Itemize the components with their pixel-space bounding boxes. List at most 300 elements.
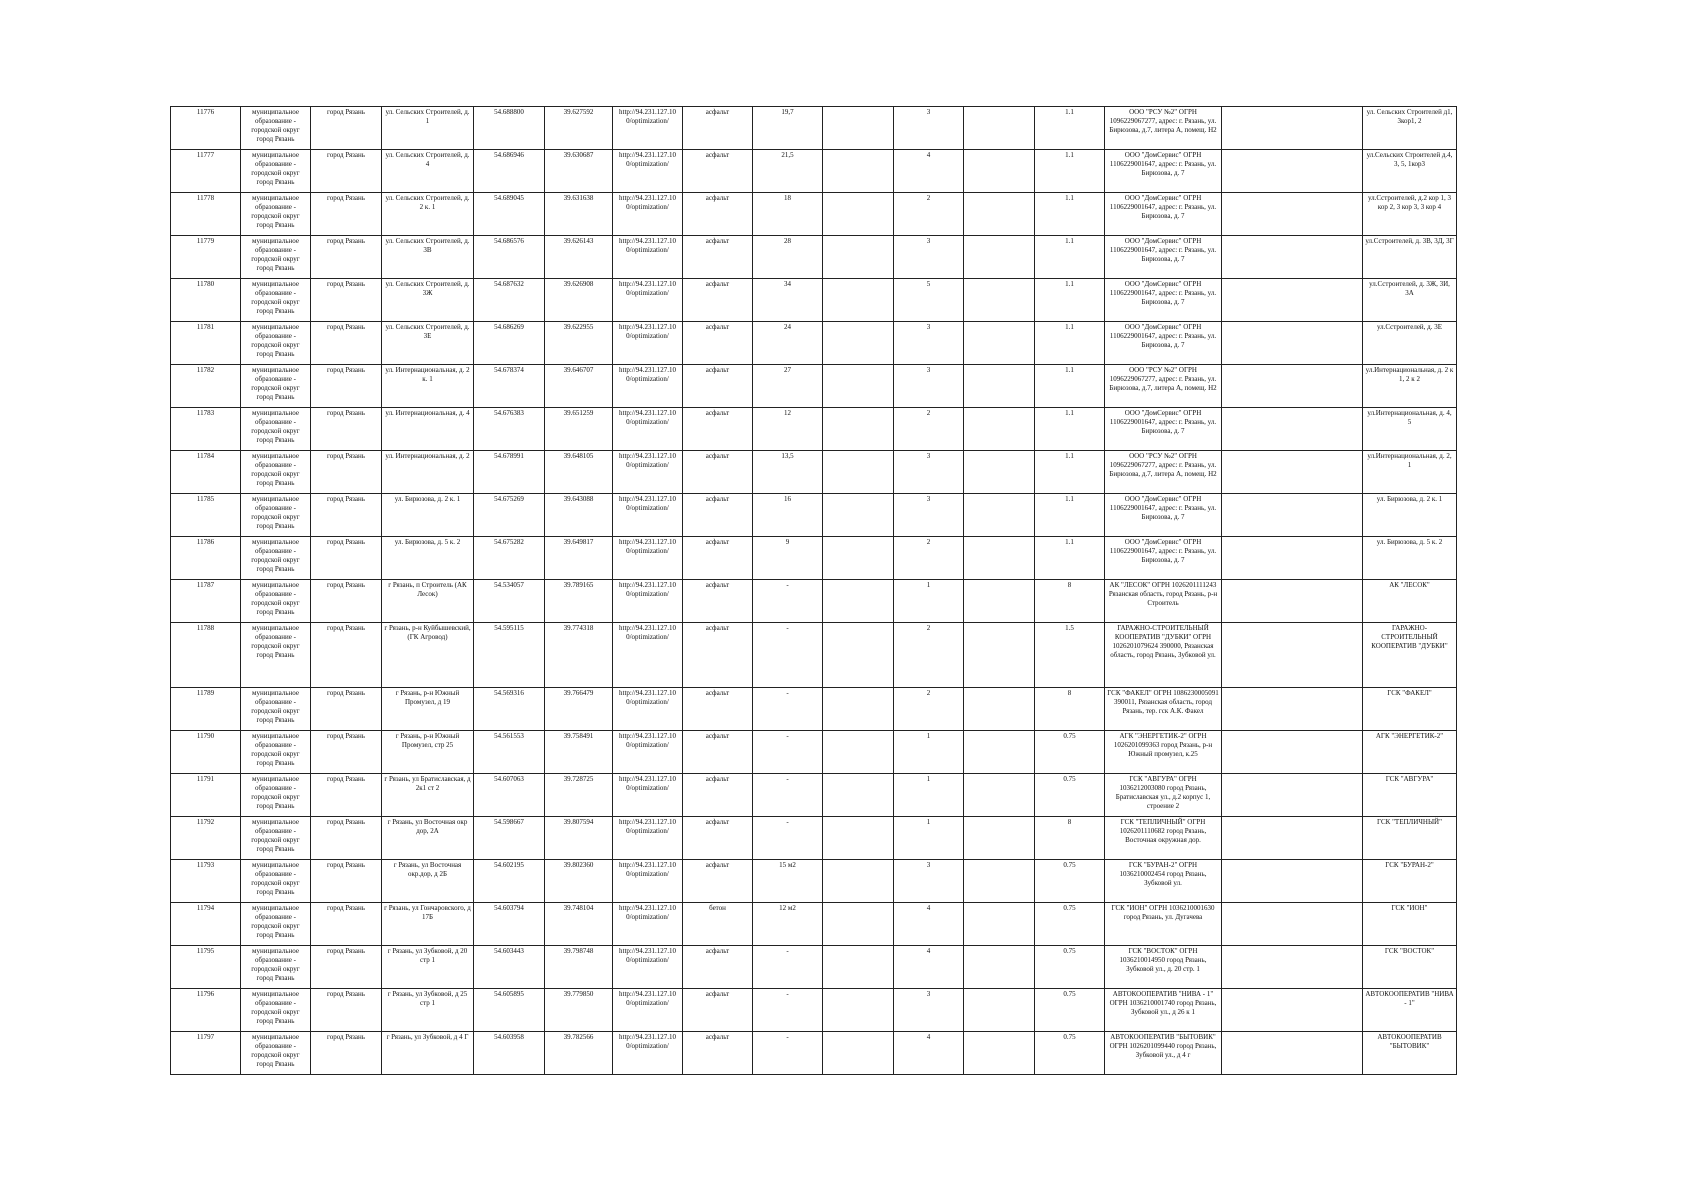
cell-municipality: муниципальное образование - городской округ город Рязань xyxy=(241,494,311,537)
table-row xyxy=(171,365,1457,408)
cell-settlement: город Рязань xyxy=(311,817,382,860)
cell-empty xyxy=(964,860,1035,903)
cell-map-url: http://94.231.127.10 0/optimization/ xyxy=(613,903,683,946)
cell-empty xyxy=(1222,688,1363,731)
cell-address: г Рязань, р-н Южный Промузел, д 19 xyxy=(382,688,474,731)
cell-empty xyxy=(1222,107,1363,150)
cell-municipality: муниципальное образование - городской округ город Рязань xyxy=(241,365,311,408)
table-row xyxy=(171,623,1457,688)
cell-empty xyxy=(964,279,1035,322)
table-row xyxy=(171,946,1457,989)
cell-address: г Рязань, ул Гончаровского, д 17Б xyxy=(382,903,474,946)
cell-settlement: город Рязань xyxy=(311,623,382,688)
cell-waste-sources: ул. Бирюзова, д. 2 к. 1 xyxy=(1363,494,1457,537)
cell-settlement: город Рязань xyxy=(311,989,382,1032)
cell-owner: ООО "ДомСервис" ОГРН 1106229001647, адрес: г. Рязань, ул. Бирюзова, д. 7 xyxy=(1105,537,1222,580)
cell-latitude: 54.561553 xyxy=(474,731,545,774)
cell-municipality: муниципальное образование - городской округ город Рязань xyxy=(241,193,311,236)
cell-area: - xyxy=(753,1032,823,1075)
cell-settlement: город Рязань xyxy=(311,946,382,989)
cell-municipality: муниципальное образование - городской округ город Рязань xyxy=(241,946,311,989)
cell-record-number: 11792 xyxy=(171,817,241,860)
table-row xyxy=(171,322,1457,365)
cell-waste-sources: ул.Сстроителей, д. 3Ж, 3И, 3А xyxy=(1363,279,1457,322)
cell-empty xyxy=(1222,365,1363,408)
registry-body xyxy=(171,107,1457,1075)
cell-map-url: http://94.231.127.10 0/optimization/ xyxy=(613,989,683,1032)
cell-owner: ООО "ДомСервис" ОГРН 1106229001647, адрес: г. Рязань, ул. Бирюзова, д. 7 xyxy=(1105,236,1222,279)
cell-empty xyxy=(964,688,1035,731)
cell-surface-type: асфальт xyxy=(683,451,753,494)
cell-map-url: http://94.231.127.10 0/optimization/ xyxy=(613,688,683,731)
cell-longitude: 39.802360 xyxy=(545,860,613,903)
cell-waste-sources: ГСК "ИОН" xyxy=(1363,903,1457,946)
cell-municipality: муниципальное образование - городской округ город Рязань xyxy=(241,107,311,150)
cell-empty xyxy=(1222,623,1363,688)
cell-empty xyxy=(823,494,894,537)
cell-longitude: 39.748104 xyxy=(545,903,613,946)
table-row xyxy=(171,107,1457,150)
cell-empty xyxy=(823,580,894,623)
cell-settlement: город Рязань xyxy=(311,408,382,451)
cell-longitude: 39.630687 xyxy=(545,150,613,193)
cell-map-url: http://94.231.127.10 0/optimization/ xyxy=(613,494,683,537)
cell-municipality: муниципальное образование - городской округ город Рязань xyxy=(241,580,311,623)
cell-container-count: 3 xyxy=(894,107,964,150)
cell-map-url: http://94.231.127.10 0/optimization/ xyxy=(613,731,683,774)
cell-record-number: 11791 xyxy=(171,774,241,817)
cell-area: 19,7 xyxy=(753,107,823,150)
cell-municipality: муниципальное образование - городской округ город Рязань xyxy=(241,774,311,817)
cell-surface-type: асфальт xyxy=(683,236,753,279)
table-row xyxy=(171,580,1457,623)
cell-owner: ГСК "БУРАН-2" ОГРН 1036210002454 город Рязань, Зубковой ул. xyxy=(1105,860,1222,903)
cell-waste-sources: ул.Сстроителей, д.2 кор 1, 3 кор 2, 3 кор 3, 3 кор 4 xyxy=(1363,193,1457,236)
cell-waste-sources: ул. Сельских Строителей д1, 3кор1, 2 xyxy=(1363,107,1457,150)
cell-container-volume: 0.75 xyxy=(1035,903,1105,946)
cell-empty xyxy=(1222,408,1363,451)
cell-longitude: 39.627592 xyxy=(545,107,613,150)
cell-latitude: 54.675269 xyxy=(474,494,545,537)
cell-record-number: 11780 xyxy=(171,279,241,322)
cell-surface-type: асфальт xyxy=(683,688,753,731)
cell-area: - xyxy=(753,580,823,623)
cell-area: 9 xyxy=(753,537,823,580)
cell-area: - xyxy=(753,688,823,731)
cell-area: - xyxy=(753,989,823,1032)
cell-container-volume: 1.1 xyxy=(1035,494,1105,537)
cell-surface-type: асфальт xyxy=(683,946,753,989)
cell-longitude: 39.643088 xyxy=(545,494,613,537)
cell-empty xyxy=(823,731,894,774)
cell-container-count: 2 xyxy=(894,688,964,731)
cell-container-count: 4 xyxy=(894,903,964,946)
cell-map-url: http://94.231.127.10 0/optimization/ xyxy=(613,817,683,860)
cell-latitude: 54.607063 xyxy=(474,774,545,817)
cell-record-number: 11782 xyxy=(171,365,241,408)
cell-map-url: http://94.231.127.10 0/optimization/ xyxy=(613,322,683,365)
cell-municipality: муниципальное образование - городской округ город Рязань xyxy=(241,150,311,193)
cell-municipality: муниципальное образование - городской округ город Рязань xyxy=(241,989,311,1032)
cell-container-count: 3 xyxy=(894,365,964,408)
cell-longitude: 39.782566 xyxy=(545,1032,613,1075)
cell-longitude: 39.649817 xyxy=(545,537,613,580)
cell-empty xyxy=(1222,494,1363,537)
cell-area: - xyxy=(753,623,823,688)
cell-container-volume: 0.75 xyxy=(1035,946,1105,989)
cell-empty xyxy=(1222,580,1363,623)
table-row xyxy=(171,537,1457,580)
cell-map-url: http://94.231.127.10 0/optimization/ xyxy=(613,451,683,494)
cell-empty xyxy=(964,537,1035,580)
cell-empty xyxy=(964,1032,1035,1075)
cell-waste-sources: ГСК "ВОСТОК" xyxy=(1363,946,1457,989)
cell-surface-type: асфальт xyxy=(683,1032,753,1075)
cell-record-number: 11787 xyxy=(171,580,241,623)
cell-municipality: муниципальное образование - городской округ город Рязань xyxy=(241,1032,311,1075)
cell-record-number: 11779 xyxy=(171,236,241,279)
cell-owner: ООО "ДомСервис" ОГРН 1106229001647, адрес: г. Рязань, ул. Бирюзова, д. 7 xyxy=(1105,408,1222,451)
cell-address: ул. Интернациональная, д. 4 xyxy=(382,408,474,451)
cell-latitude: 54.686576 xyxy=(474,236,545,279)
cell-latitude: 54.678374 xyxy=(474,365,545,408)
cell-record-number: 11781 xyxy=(171,322,241,365)
cell-area: 12 м2 xyxy=(753,903,823,946)
cell-record-number: 11790 xyxy=(171,731,241,774)
cell-address: ул. Сельских Строителей, д. 3В xyxy=(382,236,474,279)
cell-area: 27 xyxy=(753,365,823,408)
cell-surface-type: асфальт xyxy=(683,623,753,688)
table-row xyxy=(171,150,1457,193)
cell-map-url: http://94.231.127.10 0/optimization/ xyxy=(613,860,683,903)
cell-settlement: город Рязань xyxy=(311,903,382,946)
cell-surface-type: асфальт xyxy=(683,860,753,903)
cell-waste-sources: ГСК "ТЕПЛИЧНЫЙ" xyxy=(1363,817,1457,860)
cell-owner: ГСК "ФАКЕЛ" ОГРН 1086230005091 390011, Рязанская область, город Рязань, тер. гск А.К. Факел xyxy=(1105,688,1222,731)
table-row xyxy=(171,494,1457,537)
cell-owner: АВТОКООПЕРАТИВ "НИВА - 1" ОГРН 1036210001740 город Рязань, Зубковой ул., д 26 к 1 xyxy=(1105,989,1222,1032)
cell-surface-type: асфальт xyxy=(683,322,753,365)
cell-waste-sources: ГСК "АВГУРА" xyxy=(1363,774,1457,817)
cell-address: ул. Сельских Строителей, д. 4 xyxy=(382,150,474,193)
cell-map-url: http://94.231.127.10 0/optimization/ xyxy=(613,774,683,817)
cell-surface-type: асфальт xyxy=(683,279,753,322)
cell-container-volume: 0.75 xyxy=(1035,989,1105,1032)
cell-empty xyxy=(823,860,894,903)
table-row xyxy=(171,279,1457,322)
cell-map-url: http://94.231.127.10 0/optimization/ xyxy=(613,946,683,989)
cell-empty xyxy=(1222,903,1363,946)
cell-container-volume: 1.1 xyxy=(1035,150,1105,193)
cell-waste-sources: ГСК "ФАКЕЛ" xyxy=(1363,688,1457,731)
cell-container-count: 1 xyxy=(894,580,964,623)
table-row xyxy=(171,817,1457,860)
cell-latitude: 54.598667 xyxy=(474,817,545,860)
cell-surface-type: асфальт xyxy=(683,365,753,408)
cell-settlement: город Рязань xyxy=(311,279,382,322)
cell-latitude: 54.687632 xyxy=(474,279,545,322)
cell-record-number: 11793 xyxy=(171,860,241,903)
cell-empty xyxy=(964,408,1035,451)
cell-settlement: город Рязань xyxy=(311,860,382,903)
cell-record-number: 11797 xyxy=(171,1032,241,1075)
cell-municipality: муниципальное образование - городской округ город Рязань xyxy=(241,688,311,731)
cell-latitude: 54.678991 xyxy=(474,451,545,494)
cell-empty xyxy=(964,236,1035,279)
cell-container-count: 4 xyxy=(894,150,964,193)
cell-settlement: город Рязань xyxy=(311,107,382,150)
cell-empty xyxy=(823,1032,894,1075)
table-row xyxy=(171,688,1457,731)
cell-empty xyxy=(964,989,1035,1032)
cell-empty xyxy=(1222,989,1363,1032)
cell-container-volume: 0.75 xyxy=(1035,731,1105,774)
cell-surface-type: асфальт xyxy=(683,774,753,817)
cell-empty xyxy=(823,817,894,860)
cell-latitude: 54.676383 xyxy=(474,408,545,451)
cell-container-volume: 1.1 xyxy=(1035,322,1105,365)
cell-owner: ООО "ДомСервис" ОГРН 1106229001647, адрес: г. Рязань, ул. Бирюзова, д. 7 xyxy=(1105,322,1222,365)
cell-longitude: 39.728725 xyxy=(545,774,613,817)
cell-surface-type: асфальт xyxy=(683,408,753,451)
cell-owner: ГСК "ВОСТОК" ОГРН 1036210014950 город Рязань, Зубковой ул., д. 20 стр. 1 xyxy=(1105,946,1222,989)
cell-empty xyxy=(964,322,1035,365)
cell-container-count: 5 xyxy=(894,279,964,322)
cell-owner: ООО "РСУ №2" ОГРН 1096229067277, адрес: г. Рязань, ул. Бирюзова, д.7, литера А, помещ. Н2 xyxy=(1105,107,1222,150)
cell-area: 28 xyxy=(753,236,823,279)
cell-area: - xyxy=(753,946,823,989)
cell-area: 13,5 xyxy=(753,451,823,494)
cell-empty xyxy=(964,193,1035,236)
cell-area: - xyxy=(753,817,823,860)
table-row xyxy=(171,408,1457,451)
cell-map-url: http://94.231.127.10 0/optimization/ xyxy=(613,107,683,150)
cell-latitude: 54.675282 xyxy=(474,537,545,580)
cell-owner: АГК "ЭНЕРГЕТИК-2" ОГРН 1026201099363 город Рязань, р-н Южный промузел, к.25 xyxy=(1105,731,1222,774)
cell-address: г Рязань, ул Зубковой, д 4 Г xyxy=(382,1032,474,1075)
table-row xyxy=(171,236,1457,279)
cell-map-url: http://94.231.127.10 0/optimization/ xyxy=(613,580,683,623)
cell-waste-sources: ул. Бирюзова, д. 5 к. 2 xyxy=(1363,537,1457,580)
cell-longitude: 39.646707 xyxy=(545,365,613,408)
cell-map-url: http://94.231.127.10 0/optimization/ xyxy=(613,279,683,322)
cell-record-number: 11794 xyxy=(171,903,241,946)
cell-empty xyxy=(823,774,894,817)
cell-empty xyxy=(823,946,894,989)
table-row xyxy=(171,731,1457,774)
cell-map-url: http://94.231.127.10 0/optimization/ xyxy=(613,365,683,408)
cell-container-count: 3 xyxy=(894,451,964,494)
cell-empty xyxy=(823,193,894,236)
cell-area: - xyxy=(753,774,823,817)
cell-container-count: 2 xyxy=(894,537,964,580)
cell-record-number: 11789 xyxy=(171,688,241,731)
cell-empty xyxy=(1222,774,1363,817)
cell-container-volume: 1.1 xyxy=(1035,365,1105,408)
cell-municipality: муниципальное образование - городской округ город Рязань xyxy=(241,817,311,860)
cell-container-count: 1 xyxy=(894,774,964,817)
cell-address: ул. Бирюзова, д. 5 к. 2 xyxy=(382,537,474,580)
cell-empty xyxy=(964,946,1035,989)
cell-empty xyxy=(1222,451,1363,494)
cell-container-count: 1 xyxy=(894,817,964,860)
cell-municipality: муниципальное образование - городской округ город Рязань xyxy=(241,731,311,774)
cell-surface-type: асфальт xyxy=(683,817,753,860)
cell-owner: ГСК "ТЕПЛИЧНЫЙ" ОГРН 1026201110682 город Рязань, Восточная окружная дор. xyxy=(1105,817,1222,860)
cell-owner: ООО "ДомСервис" ОГРН 1106229001647, адрес: г. Рязань, ул. Бирюзова, д. 7 xyxy=(1105,193,1222,236)
cell-empty xyxy=(964,731,1035,774)
cell-longitude: 39.631638 xyxy=(545,193,613,236)
cell-record-number: 11796 xyxy=(171,989,241,1032)
cell-latitude: 54.569316 xyxy=(474,688,545,731)
cell-container-count: 3 xyxy=(894,494,964,537)
cell-longitude: 39.774318 xyxy=(545,623,613,688)
cell-latitude: 54.689045 xyxy=(474,193,545,236)
cell-longitude: 39.758491 xyxy=(545,731,613,774)
cell-container-volume: 1.5 xyxy=(1035,623,1105,688)
cell-empty xyxy=(823,150,894,193)
cell-settlement: город Рязань xyxy=(311,774,382,817)
cell-owner: ООО "РСУ №2" ОГРН 1096229067277, адрес: г. Рязань, ул. Бирюзова, д.7, литера А, помещ. Н2 xyxy=(1105,451,1222,494)
cell-owner: ГСК "АВГУРА" ОГРН 1036212003080 город Рязань, Братиславская ул., д.2 корпус 1, строение 2 xyxy=(1105,774,1222,817)
cell-waste-sources: ул.Интернациональная, д. 2, 1 xyxy=(1363,451,1457,494)
cell-settlement: город Рязань xyxy=(311,322,382,365)
cell-latitude: 54.686269 xyxy=(474,322,545,365)
cell-empty xyxy=(823,365,894,408)
registry-table xyxy=(170,106,1457,1075)
cell-address: г Рязань, ул Восточная окр.дор, д 2Б xyxy=(382,860,474,903)
cell-container-volume: 1.1 xyxy=(1035,107,1105,150)
cell-empty xyxy=(964,774,1035,817)
cell-municipality: муниципальное образование - городской округ город Рязань xyxy=(241,236,311,279)
cell-record-number: 11795 xyxy=(171,946,241,989)
cell-surface-type: асфальт xyxy=(683,107,753,150)
cell-empty xyxy=(823,903,894,946)
cell-map-url: http://94.231.127.10 0/optimization/ xyxy=(613,1032,683,1075)
cell-surface-type: бетон xyxy=(683,903,753,946)
cell-empty xyxy=(964,817,1035,860)
cell-empty xyxy=(1222,279,1363,322)
cell-empty xyxy=(1222,731,1363,774)
cell-settlement: город Рязань xyxy=(311,688,382,731)
cell-map-url: http://94.231.127.10 0/optimization/ xyxy=(613,408,683,451)
cell-empty xyxy=(964,150,1035,193)
cell-container-count: 3 xyxy=(894,322,964,365)
cell-empty xyxy=(1222,236,1363,279)
cell-municipality: муниципальное образование - городской округ город Рязань xyxy=(241,537,311,580)
cell-empty xyxy=(1222,860,1363,903)
cell-container-count: 2 xyxy=(894,193,964,236)
cell-container-volume: 0.75 xyxy=(1035,774,1105,817)
cell-owner: ООО "ДомСервис" ОГРН 1106229001647, адрес: г. Рязань, ул. Бирюзова, д. 7 xyxy=(1105,494,1222,537)
cell-waste-sources: ул.Интернациональная, д. 2 к 1, 2 к 2 xyxy=(1363,365,1457,408)
cell-address: г Рязань, р-н Куйбышевский, (ГК Агровод) xyxy=(382,623,474,688)
cell-municipality: муниципальное образование - городской округ город Рязань xyxy=(241,322,311,365)
cell-empty xyxy=(823,408,894,451)
cell-waste-sources: ГАРАЖНО-СТРОИТЕЛЬНЫЙ КООПЕРАТИВ "ДУБКИ" xyxy=(1363,623,1457,688)
cell-container-volume: 1.1 xyxy=(1035,451,1105,494)
cell-empty xyxy=(823,322,894,365)
cell-map-url: http://94.231.127.10 0/optimization/ xyxy=(613,236,683,279)
cell-settlement: город Рязань xyxy=(311,494,382,537)
cell-longitude: 39.648105 xyxy=(545,451,613,494)
cell-container-count: 3 xyxy=(894,860,964,903)
cell-municipality: муниципальное образование - городской округ город Рязань xyxy=(241,903,311,946)
cell-owner: ГСК "ИОН" ОГРН 1036210001630 город Рязань, ул. Дугачева xyxy=(1105,903,1222,946)
cell-owner: ООО "ДомСервис" ОГРН 1106229001647, адрес: г. Рязань, ул. Бирюзова, д. 7 xyxy=(1105,279,1222,322)
cell-record-number: 11783 xyxy=(171,408,241,451)
cell-longitude: 39.779850 xyxy=(545,989,613,1032)
cell-address: г Рязань, ул Зубковой, д 25 стр 1 xyxy=(382,989,474,1032)
cell-longitude: 39.626908 xyxy=(545,279,613,322)
cell-settlement: город Рязань xyxy=(311,451,382,494)
table-row xyxy=(171,193,1457,236)
cell-owner: АК "ЛЕСОК" ОГРН 1026201111243 Рязанская область, город Рязань, р-н Строитель xyxy=(1105,580,1222,623)
cell-record-number: 11786 xyxy=(171,537,241,580)
cell-empty xyxy=(964,365,1035,408)
cell-longitude: 39.807594 xyxy=(545,817,613,860)
cell-record-number: 11777 xyxy=(171,150,241,193)
cell-empty xyxy=(823,688,894,731)
cell-surface-type: асфальт xyxy=(683,150,753,193)
cell-settlement: город Рязань xyxy=(311,731,382,774)
cell-address: г Рязань, ул Зубковой, д 20 стр 1 xyxy=(382,946,474,989)
cell-container-volume: 1.1 xyxy=(1035,537,1105,580)
cell-municipality: муниципальное образование - городской округ город Рязань xyxy=(241,408,311,451)
cell-map-url: http://94.231.127.10 0/optimization/ xyxy=(613,193,683,236)
table-row xyxy=(171,903,1457,946)
cell-address: ул. Сельских Строителей, д. 3Е xyxy=(382,322,474,365)
cell-address: ул. Бирюзова, д. 2 к. 1 xyxy=(382,494,474,537)
cell-settlement: город Рязань xyxy=(311,365,382,408)
table-row xyxy=(171,774,1457,817)
cell-waste-sources: ул.Сстроителей, д. 3В, 3Д, 3Г xyxy=(1363,236,1457,279)
cell-empty xyxy=(823,623,894,688)
cell-container-volume: 8 xyxy=(1035,688,1105,731)
cell-empty xyxy=(1222,322,1363,365)
cell-empty xyxy=(823,537,894,580)
cell-address: г Рязань, ул Восточная окр дор, 2А xyxy=(382,817,474,860)
cell-address: г Рязань, п Строитель (АК Лесок) xyxy=(382,580,474,623)
cell-empty xyxy=(1222,817,1363,860)
cell-address: ул. Интернациональная, д. 2 к. 1 xyxy=(382,365,474,408)
cell-latitude: 54.688800 xyxy=(474,107,545,150)
cell-longitude: 39.651259 xyxy=(545,408,613,451)
cell-waste-sources: АГК "ЭНЕРГЕТИК-2" xyxy=(1363,731,1457,774)
cell-municipality: муниципальное образование - городской округ город Рязань xyxy=(241,451,311,494)
cell-container-count: 3 xyxy=(894,236,964,279)
cell-address: г Рязань, ул Братиславская, д 2к1 ст 2 xyxy=(382,774,474,817)
cell-record-number: 11776 xyxy=(171,107,241,150)
cell-empty xyxy=(823,989,894,1032)
cell-waste-sources: АВТОКООПЕРАТИВ "БЫТОВИК" xyxy=(1363,1032,1457,1075)
cell-owner: ГАРАЖНО-СТРОИТЕЛЬНЫЙ КООПЕРАТИВ "ДУБКИ" ОГРН 1026201079624 390000, Рязанская область, город Рязань, Зубковой ул. xyxy=(1105,623,1222,688)
cell-latitude: 54.603443 xyxy=(474,946,545,989)
cell-empty xyxy=(823,279,894,322)
cell-container-volume: 8 xyxy=(1035,817,1105,860)
cell-address: ул. Сельских Строителей, д. 2 к. 1 xyxy=(382,193,474,236)
cell-settlement: город Рязань xyxy=(311,236,382,279)
cell-map-url: http://94.231.127.10 0/optimization/ xyxy=(613,150,683,193)
cell-empty xyxy=(1222,1032,1363,1075)
cell-empty xyxy=(823,236,894,279)
cell-address: ул. Сельских Строителей, д. 3Ж xyxy=(382,279,474,322)
cell-container-count: 2 xyxy=(894,408,964,451)
cell-owner: ООО "ДомСервис" ОГРН 1106229001647, адрес: г. Рязань, ул. Бирюзова, д. 7 xyxy=(1105,150,1222,193)
cell-longitude: 39.798748 xyxy=(545,946,613,989)
cell-record-number: 11785 xyxy=(171,494,241,537)
cell-empty xyxy=(964,903,1035,946)
